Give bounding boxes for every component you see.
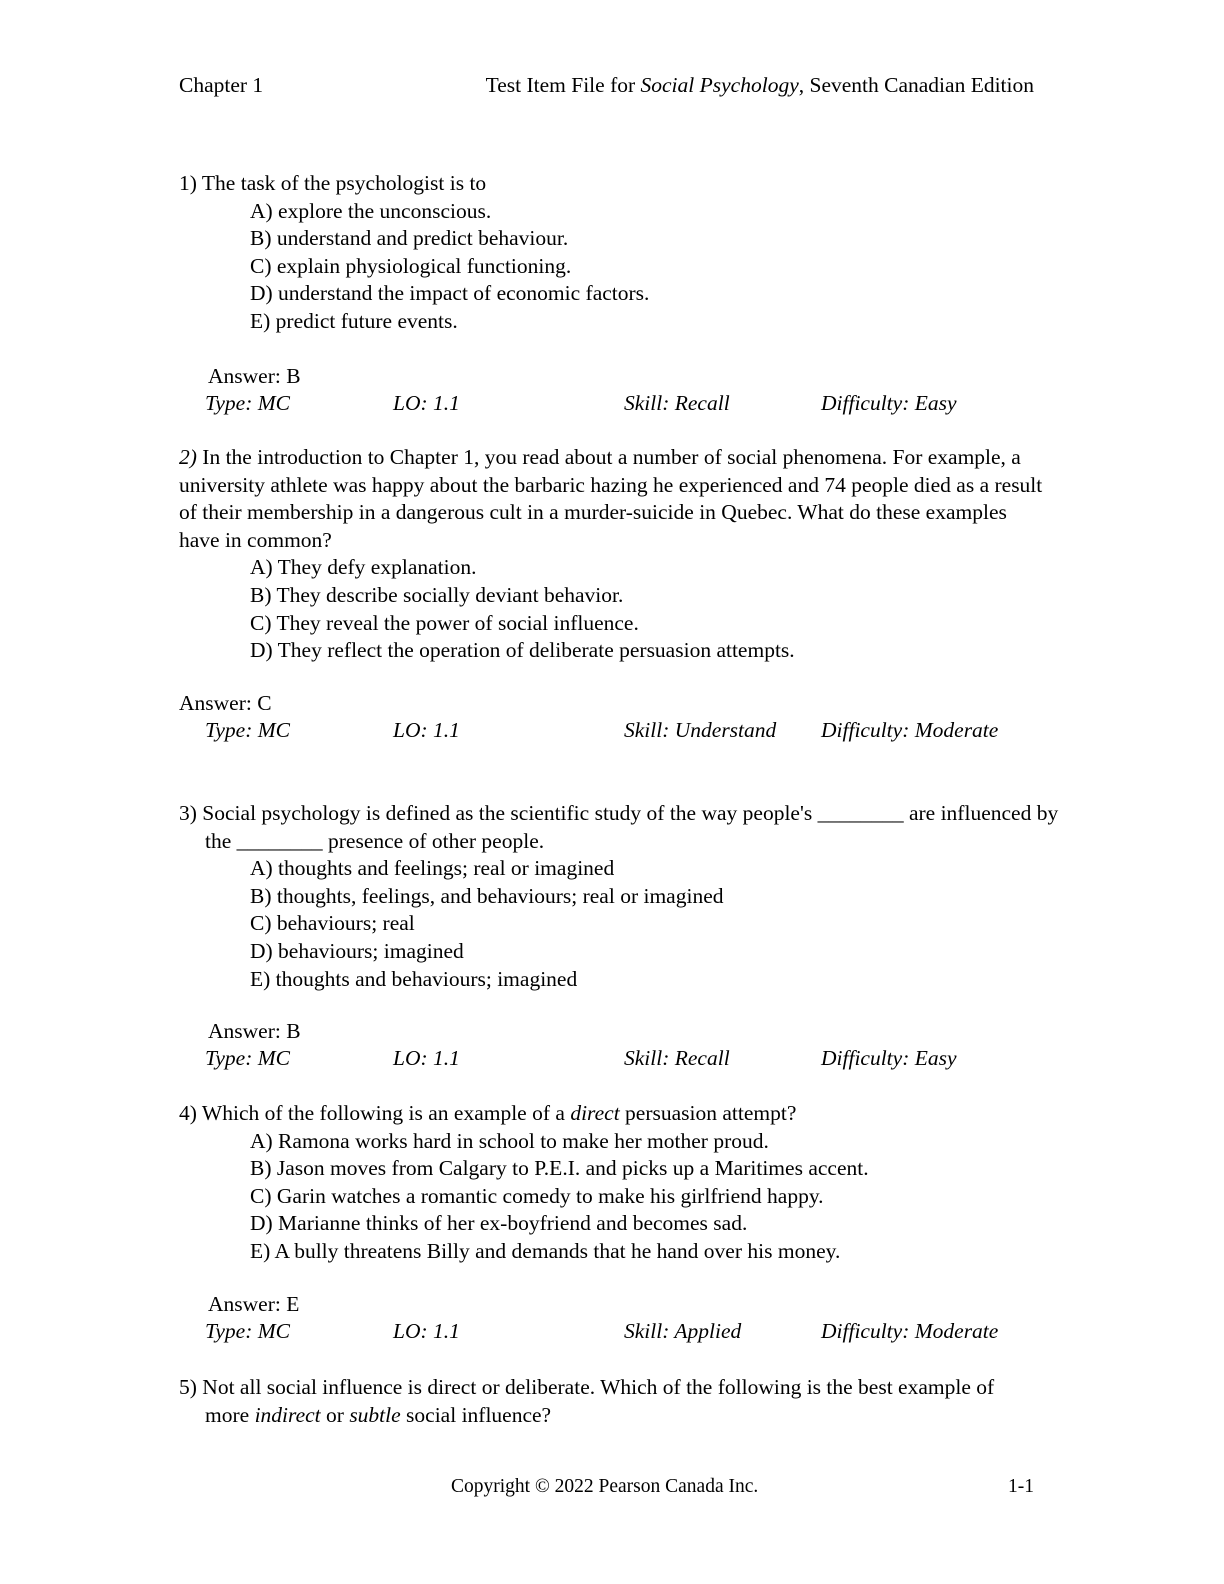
question-text-emphasis: direct <box>570 1101 620 1125</box>
meta-skill: Skill: Recall <box>624 391 730 415</box>
meta-difficulty: Difficulty: Easy <box>821 1046 957 1070</box>
option-d: D) behaviours; imagined <box>250 938 464 963</box>
question-4-meta <box>0 1319 1224 1347</box>
option-c: C) They reveal the power of social influence. <box>250 610 639 635</box>
question-number: 4) <box>179 1101 197 1125</box>
question-5 <box>179 1374 1005 1429</box>
question-text: In the introduction to Chapter 1, you read about a number of social phenomena. For example, a university athlete was happy about the barbaric hazing he experienced and 74 people died as a result of their membership in a dangerous cult in a murder-suicide in Quebec. What do these examples have in common? <box>179 445 1043 552</box>
question-4-answer: Answer: E <box>208 1292 300 1316</box>
question-text-pre: Which of the following is an example of a <box>201 1101 571 1125</box>
option-c: C) explain physiological functioning. <box>250 253 572 278</box>
header-title-book: Social Psychology <box>640 73 799 97</box>
question-text-emphasis-2: subtle <box>349 1402 401 1427</box>
footer-page-number: 1-1 <box>1008 1476 1034 1497</box>
option-d: D) understand the impact of economic factors. <box>250 281 650 306</box>
meta-difficulty: Difficulty: Easy <box>821 391 957 415</box>
meta-type: Type: MC <box>205 718 290 742</box>
question-number: 1) <box>179 171 197 195</box>
question-2-answer: Answer: C <box>179 691 272 715</box>
option-c: C) Garin watches a romantic comedy to make his girlfriend happy. <box>250 1183 824 1208</box>
meta-difficulty: Difficulty: Moderate <box>821 1319 999 1343</box>
question-5-stem <box>179 1374 1005 1429</box>
option-e: E) predict future events. <box>250 308 458 333</box>
question-1-answer: Answer: B <box>208 364 301 388</box>
question-3-answer: Answer: B <box>208 1019 301 1043</box>
question-text: The task of the psychologist is to <box>201 171 487 195</box>
header-title <box>486 73 1034 98</box>
question-text: Social psychology is defined as the scientific study of the way people's ________ are influenced by the ________ presence of other people. <box>202 801 1059 853</box>
question-3-meta <box>0 1046 1224 1074</box>
footer-copyright: Copyright © 2022 Pearson Canada Inc. <box>451 1476 759 1497</box>
meta-lo: LO: 1.1 <box>393 1046 460 1070</box>
question-number: 3) <box>179 801 197 825</box>
option-e: E) A bully threatens Billy and demands that he hand over his money. <box>250 1238 841 1263</box>
question-3-stem <box>179 800 1075 855</box>
option-e: E) thoughts and behaviours; imagined <box>250 966 578 991</box>
question-4-stem <box>179 1100 1075 1128</box>
question-1 <box>179 170 1075 336</box>
option-d: D) Marianne thinks of her ex-boyfriend and becomes sad. <box>250 1211 748 1236</box>
question-text-post: social influence? <box>400 1402 552 1427</box>
meta-type: Type: MC <box>205 391 290 415</box>
question-number: 2) <box>179 445 197 469</box>
option-b: B) Jason moves from Calgary to P.E.I. and picks up a Maritimes accent. <box>250 1156 869 1181</box>
option-c: C) behaviours; real <box>250 911 415 936</box>
option-a: A) Ramona works hard in school to make her mother proud. <box>250 1128 769 1153</box>
meta-difficulty: Difficulty: Moderate <box>821 718 999 742</box>
meta-lo: LO: 1.1 <box>393 718 460 742</box>
meta-lo: LO: 1.1 <box>393 391 460 415</box>
question-1-stem <box>179 170 1075 198</box>
option-b: B) thoughts, feelings, and behaviours; real or imagined <box>250 883 724 908</box>
question-text-mid: or <box>320 1402 350 1427</box>
meta-skill: Skill: Recall <box>624 1046 730 1070</box>
header-chapter: Chapter 1 <box>179 73 264 97</box>
header-title-prefix: Test Item File for <box>485 73 641 97</box>
option-a: A) thoughts and feelings; real or imagined <box>250 856 615 881</box>
question-2 <box>179 444 1049 665</box>
question-2-stem <box>179 444 1049 554</box>
question-3 <box>179 800 1075 993</box>
meta-skill: Skill: Applied <box>624 1319 742 1343</box>
question-text-post: persuasion attempt? <box>619 1101 797 1125</box>
header-title-suffix: , Seventh Canadian Edition <box>798 73 1034 97</box>
question-2-meta <box>0 718 1224 746</box>
meta-lo: LO: 1.1 <box>393 1319 460 1343</box>
question-4 <box>179 1100 1075 1266</box>
question-1-meta <box>0 391 1224 419</box>
option-d: D) They reflect the operation of deliberate persuasion attempts. <box>250 638 795 663</box>
option-a: A) explore the unconscious. <box>250 198 492 223</box>
option-b: B) They describe socially deviant behavior. <box>250 582 624 607</box>
meta-type: Type: MC <box>205 1046 290 1070</box>
option-a: A) They defy explanation. <box>250 555 477 580</box>
meta-skill: Skill: Understand <box>624 718 777 742</box>
option-b: B) understand and predict behaviour. <box>250 226 569 251</box>
question-text-emphasis-1: indirect <box>254 1402 321 1427</box>
question-text-pre: Not all social influence is direct or deliberate. Which of the following is the best example of more <box>202 1375 995 1427</box>
meta-type: Type: MC <box>205 1319 290 1343</box>
question-number: 5) <box>179 1375 197 1399</box>
